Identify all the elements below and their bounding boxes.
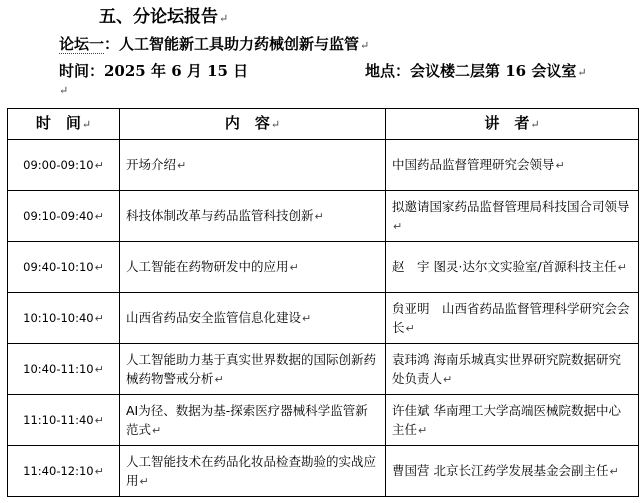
table-row — [8, 140, 639, 191]
row-time: 11:10-11:40↵ — [8, 395, 120, 446]
table-row — [8, 293, 639, 344]
row-time: 10:40-11:10↵ — [8, 344, 120, 395]
row-content: AI为径、数据为基-探索医疗器械科学监管新范式↵ — [120, 395, 386, 446]
paragraph-mark-icon: ↵ — [418, 423, 428, 437]
paragraph-mark-icon: ↵ — [94, 464, 104, 478]
row-content: 人工智能助力基于真实世界数据的国际创新药械药物警戒分析↵ — [120, 344, 386, 395]
row-time: 10:10-10:40↵ — [8, 293, 120, 344]
row-content: 科技体制改革与药品监管科技创新↵ — [120, 191, 386, 242]
paragraph-mark-icon: ↵ — [94, 209, 104, 223]
paragraph-mark-icon: ↵ — [94, 260, 104, 274]
forum-name: ：人工智能新工具助力药械创新与监管 — [104, 35, 360, 53]
row-speaker: 拟邀请国家药品监督管理局科技国合司领导↵ — [386, 191, 639, 242]
paragraph-mark-icon: ↵ — [289, 261, 299, 274]
row-time: 09:10-09:40↵ — [8, 191, 120, 242]
header-speaker: 讲 者↵ — [386, 109, 639, 140]
table-row — [8, 395, 639, 446]
paragraph-mark-icon: ↵ — [214, 372, 224, 386]
table-row — [8, 446, 639, 497]
paragraph-mark-icon: ↵ — [360, 39, 370, 52]
row-speaker: 袁玮鸿 海南乐城真实世界研究院数据研究处负责人↵ — [386, 344, 639, 395]
section-title: 五、分论坛报告↵ — [99, 7, 229, 27]
row-speaker: 曹国营 北京长江药学发展基金会副主任↵ — [386, 446, 639, 497]
paragraph-mark-icon: ↵ — [94, 413, 104, 427]
paragraph-mark-icon: ↵ — [393, 219, 403, 233]
paragraph-mark-icon: ↵ — [59, 84, 69, 97]
paragraph-mark-icon: ↵ — [617, 261, 627, 274]
paragraph-mark-icon: ↵ — [530, 118, 540, 131]
table-header-row — [8, 109, 639, 140]
paragraph-mark-icon: ↵ — [94, 311, 104, 325]
paragraph-mark-icon: ↵ — [139, 474, 149, 488]
header-time: 时 间↵ — [8, 109, 120, 140]
paragraph-mark-icon: ↵ — [270, 118, 281, 131]
row-content: 山西省药品安全监管信息化建设↵ — [120, 293, 386, 344]
row-content: 人工智能在药物研发中的应用↵ — [120, 242, 386, 293]
paragraph-mark-icon: ↵ — [81, 118, 92, 131]
paragraph-mark-icon: ↵ — [94, 158, 104, 172]
paragraph-mark-icon: ↵ — [443, 372, 453, 386]
paragraph-mark-icon: ↵ — [314, 210, 324, 223]
table-row — [8, 344, 639, 395]
forum-title — [59, 33, 369, 54]
table-row — [8, 191, 639, 242]
paragraph-mark-icon: ↵ — [405, 321, 415, 335]
paragraph-mark-icon: ↵ — [302, 312, 312, 325]
paragraph-mark-icon: ↵ — [555, 159, 565, 172]
paragraph-mark-icon: ↵ — [219, 12, 229, 25]
row-speaker: 中国药品监督管理研究会领导↵ — [386, 140, 639, 191]
row-content: 开场介绍↵ — [120, 140, 386, 191]
row-speaker: 许佳斌 华南理工大学高端医械院数据中心主任↵ — [386, 395, 639, 446]
row-time: 11:40-12:10↵ — [8, 446, 120, 497]
header-content: 内 容↵ — [120, 109, 386, 140]
paragraph-mark-icon: ↵ — [152, 423, 162, 437]
paragraph-mark-icon: ↵ — [609, 465, 619, 478]
paragraph-mark-icon: ↵ — [177, 159, 187, 172]
row-time: 09:40-10:10↵ — [8, 242, 120, 293]
time-line: 时间：2025 年 6 月 15 日 — [59, 62, 249, 80]
agenda-table — [7, 108, 639, 497]
row-speaker: 贠亚明 山西省药品监督管理科学研究会会长↵ — [386, 293, 639, 344]
paragraph-mark-icon: ↵ — [577, 66, 587, 79]
table-row — [8, 242, 639, 293]
place-line: 地点：会议楼二层第 16 会议室↵ — [365, 62, 587, 80]
paragraph-mark-icon: ↵ — [94, 362, 104, 376]
row-content: 人工智能技术在药品化妆品检查勘验的实战应用↵ — [120, 446, 386, 497]
row-speaker: 赵 宇 图灵·达尔文实验室/首源科技主任↵ — [386, 242, 639, 293]
row-time: 09:00-09:10↵ — [8, 140, 120, 191]
forum-label: 论坛一 — [59, 35, 105, 53]
